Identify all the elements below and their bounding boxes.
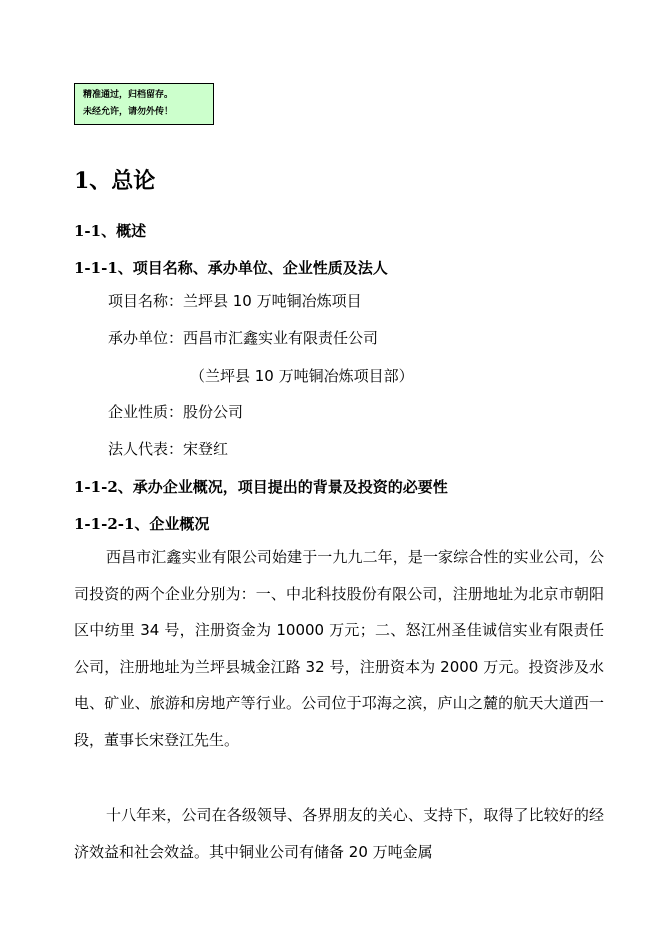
notice-line-1: 精准通过，归档留存。 xyxy=(83,90,174,100)
chapter-title: 1、总论 xyxy=(74,168,156,194)
section-heading-project-info: 1-1-1、项目名称、承办单位、企业性质及法人 xyxy=(74,259,388,277)
body-paragraph-2: 十八年来，公司在各级领导、各界朋友的关心、支持下，取得了比较好的经济效益和社会效益。其中铜业公司有储备 20 万吨金属 xyxy=(74,806,604,861)
host-unit-line: 承办单位：西昌市汇鑫实业有限责任公司 xyxy=(108,329,379,347)
section-heading-enterprise-overview: 1-1-2-1、企业概况 xyxy=(74,515,210,533)
notice-line-2: 未经允许，请勿外传！ xyxy=(83,107,174,117)
host-unit-subline: （兰坪县 10 万吨铜冶炼项目部） xyxy=(190,367,414,385)
section-heading-enterprise-background: 1-1-2、承办企业概况，项目提出的背景及投资的必要性 xyxy=(74,478,448,496)
project-name-line: 项目名称：兰坪县 10 万吨铜冶炼项目 xyxy=(108,292,362,310)
enterprise-nature-line: 企业性质：股份公司 xyxy=(108,403,244,421)
section-heading-overview: 1-1、概述 xyxy=(74,222,147,240)
notice-box xyxy=(74,83,214,125)
body-paragraph-1: 西昌市汇鑫实业有限公司始建于一九九二年，是一家综合性的实业公司，公司投资的两个企业分别为：一、中北科技股份有限公司，注册地址为北京市朝阳区中纺里 34 号，注册资金为 10000 万元；二、怒江州圣佳诚信实业有限责任公司，注册地址为兰坪县城金江路 32 号，注册资本为 2000 万元。投资涉及水电、矿业、旅游和房地产等行业。公司位于邛海之滨，庐山之麓的航天大道西一段，董事长宋登江先生。 xyxy=(74,548,604,749)
legal-rep-line: 法人代表：宋登红 xyxy=(108,440,229,458)
